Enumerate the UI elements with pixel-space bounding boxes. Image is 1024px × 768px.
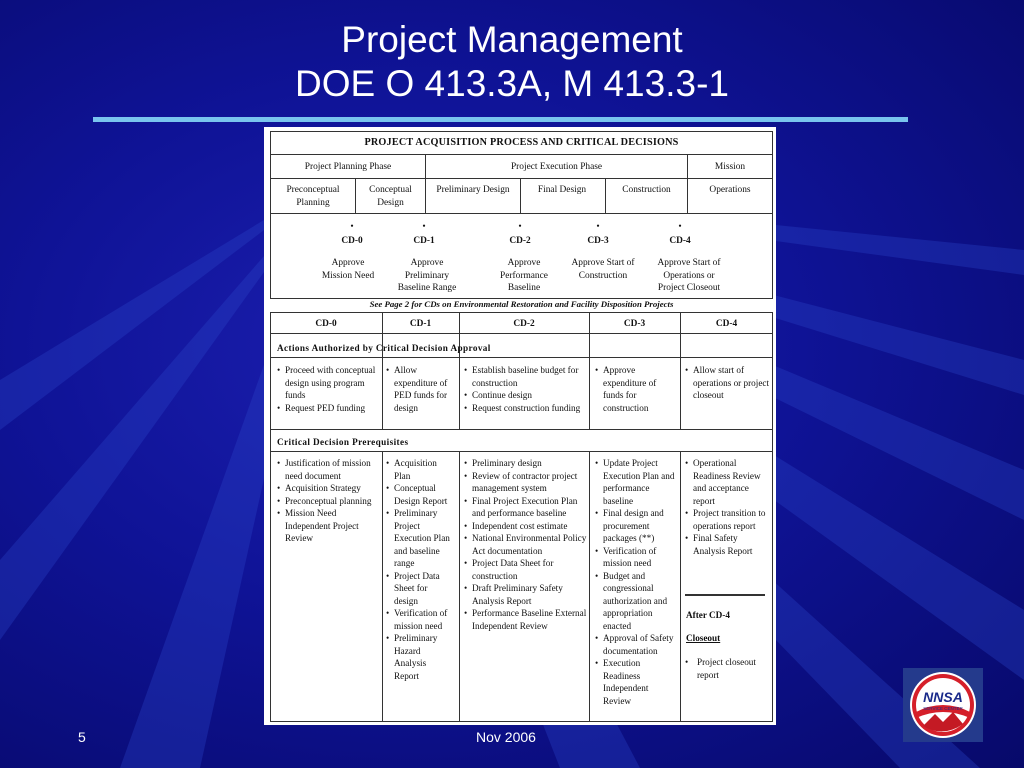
cd-marker-dot: • — [422, 222, 426, 232]
title-divider — [93, 117, 908, 122]
prereq-list-cd2 — [464, 457, 587, 632]
prereq-item: • Preliminary Hazard Analysis Report — [386, 632, 452, 682]
cd-marker-dot: • — [518, 222, 522, 232]
subphase-label: Final Design — [537, 185, 587, 195]
slide-title-line2: DOE O 413.3A, M 413.3-1 — [295, 63, 729, 104]
actions-section-title: Actions Authorized by Critical Decision Approval — [277, 343, 491, 353]
subphase-label: Conceptual Design — [369, 185, 412, 208]
prereq-item: • Acquisition Strategy — [277, 482, 380, 495]
actions-list-cd1 — [386, 364, 456, 414]
cd-marker-dot: • — [678, 222, 682, 232]
prereq-item: • Performance Baseline External Independent Review — [464, 607, 587, 632]
action-item: • Request construction funding — [464, 402, 587, 415]
row-divider — [270, 451, 773, 452]
prereq-item: • Mission Need Independent Project Review — [277, 507, 380, 545]
col-divider — [459, 451, 460, 722]
cd-description: Approve Start of Operations or Project Closeout — [657, 258, 721, 293]
prereq-item: • Final design and procurement packages (**) — [595, 507, 677, 545]
col-divider — [589, 451, 590, 722]
prereq-section-title: Critical Decision Prerequisites — [277, 437, 409, 447]
subphase-label: Preliminary Design — [436, 185, 510, 195]
actions-list-cd4 — [685, 364, 771, 402]
environmental-note: See Page 2 for CDs on Environmental Restoration and Facility Disposition Projects — [369, 299, 674, 309]
phase-label: Project Planning Phase — [304, 162, 392, 172]
prereq-item: • Update Project Execution Plan and performance baseline — [595, 457, 677, 507]
prereq-item: • Draft Preliminary Safety Analysis Report — [464, 582, 587, 607]
row-divider — [270, 357, 773, 358]
cd-description: Approve Performance Baseline — [500, 258, 548, 293]
action-item: • Proceed with conceptual design using program funds — [277, 364, 380, 402]
subphase-label: Construction — [622, 185, 671, 195]
subphase-label: Operations — [709, 185, 751, 195]
col-divider — [680, 357, 681, 429]
slide-title — [0, 18, 1024, 106]
prereq-list-cd1 — [386, 457, 452, 682]
cd-description: Approve Mission Need — [321, 258, 375, 281]
prereq-item: • National Environmental Policy Act documentation — [464, 532, 587, 557]
prereq-list-cd0 — [277, 457, 380, 545]
col-divider — [382, 357, 383, 429]
seal-icon — [903, 668, 983, 742]
footer-date: Nov 2006 — [476, 729, 536, 745]
action-item: • Allow expenditure of PED funds for design — [386, 364, 456, 414]
action-item: • Establish baseline budget for construction — [464, 364, 587, 389]
cd-description: Approve Preliminary Baseline Range — [397, 258, 457, 293]
subphase-label: Preconceptual Planning — [286, 185, 340, 208]
actions-list-cd2 — [464, 364, 587, 414]
prereq-item: • Review of contractor project management system — [464, 470, 587, 495]
nnsa-logo — [903, 668, 983, 742]
prereq-item: • Verification of mission need — [595, 545, 677, 570]
slide-title-line1: Project Management — [341, 19, 683, 60]
closeout-title: Closeout — [686, 633, 721, 643]
prereq-item: • Project transition to operations report — [685, 507, 771, 532]
prereq-item: • Budget and congressional authorization and appropriation enacted — [595, 570, 677, 633]
cd-code: CD-3 — [587, 236, 609, 246]
cd-marker-dot: • — [596, 222, 600, 232]
prereq-item: • Justification of mission need document — [277, 457, 380, 482]
phase-label: Mission — [714, 162, 746, 172]
prereq-item: • Acquisition Plan — [386, 457, 452, 482]
action-item: • Request PED funding — [277, 402, 380, 415]
action-item: • Allow start of operations or project closeout — [685, 364, 771, 402]
cd-code: CD-4 — [669, 236, 691, 246]
cd-code: CD-1 — [413, 236, 435, 246]
prereq-item: • Preliminary Project Execution Plan and baseline range — [386, 507, 452, 570]
col-divider — [589, 357, 590, 429]
cd-code: CD-2 — [509, 236, 531, 246]
column-header: CD-3 — [623, 319, 646, 329]
closeout-list — [685, 656, 771, 681]
prereq-list-cd4 — [685, 457, 771, 557]
column-header: CD-1 — [409, 319, 432, 329]
phase-label: Project Execution Phase — [510, 162, 603, 172]
row-divider — [270, 333, 773, 334]
action-item: • Continue design — [464, 389, 587, 402]
actions-list-cd3 — [595, 364, 677, 414]
prereq-item: • Project Data Sheet for construction — [464, 557, 587, 582]
col-divider — [459, 357, 460, 429]
prereq-item: • Final Project Execution Plan and performance baseline — [464, 495, 587, 520]
prereq-item: • Preconceptual planning — [277, 495, 380, 508]
column-header: CD-0 — [315, 319, 337, 329]
prereq-item: • Independent cost estimate — [464, 520, 587, 533]
prereq-item: • Conceptual Design Report — [386, 482, 452, 507]
action-item: • Approve expenditure of funds for construction — [595, 364, 677, 414]
prereq-item: • Verification of mission need — [386, 607, 452, 632]
closeout-item: • Project closeout report — [685, 656, 771, 681]
cd-marker-dot: • — [350, 222, 354, 232]
column-header: CD-4 — [715, 319, 738, 329]
page-number: 5 — [78, 729, 86, 745]
after-cd4-rule — [685, 594, 765, 596]
prereq-list-cd3 — [595, 457, 677, 707]
svg-text:SERVICE CENTER: SERVICE CENTER — [923, 706, 963, 711]
document-heading: PROJECT ACQUISITION PROCESS AND CRITICAL DECISIONS — [364, 137, 679, 148]
prereq-item: • Approval of Safety documentation — [595, 632, 677, 657]
prereq-item: • Operational Readiness Review and acceptance report — [685, 457, 771, 507]
svg-text:NNSA: NNSA — [923, 689, 963, 705]
cd-description: Approve Start of Construction — [571, 258, 635, 281]
prereq-item: • Execution Readiness Independent Review — [595, 657, 677, 707]
after-cd4-title: After CD-4 — [686, 610, 730, 620]
column-header: CD-2 — [513, 319, 535, 329]
row-divider — [270, 429, 773, 430]
process-chart-document — [264, 127, 776, 725]
actions-list-cd0 — [277, 364, 380, 414]
col-divider — [382, 451, 383, 722]
prereq-item: • Final Safety Analysis Report — [685, 532, 771, 557]
prereq-item: • Project Data Sheet for design — [386, 570, 452, 608]
cd-code: CD-0 — [341, 236, 363, 246]
prereq-item: • Preliminary design — [464, 457, 587, 470]
col-divider — [680, 451, 681, 722]
